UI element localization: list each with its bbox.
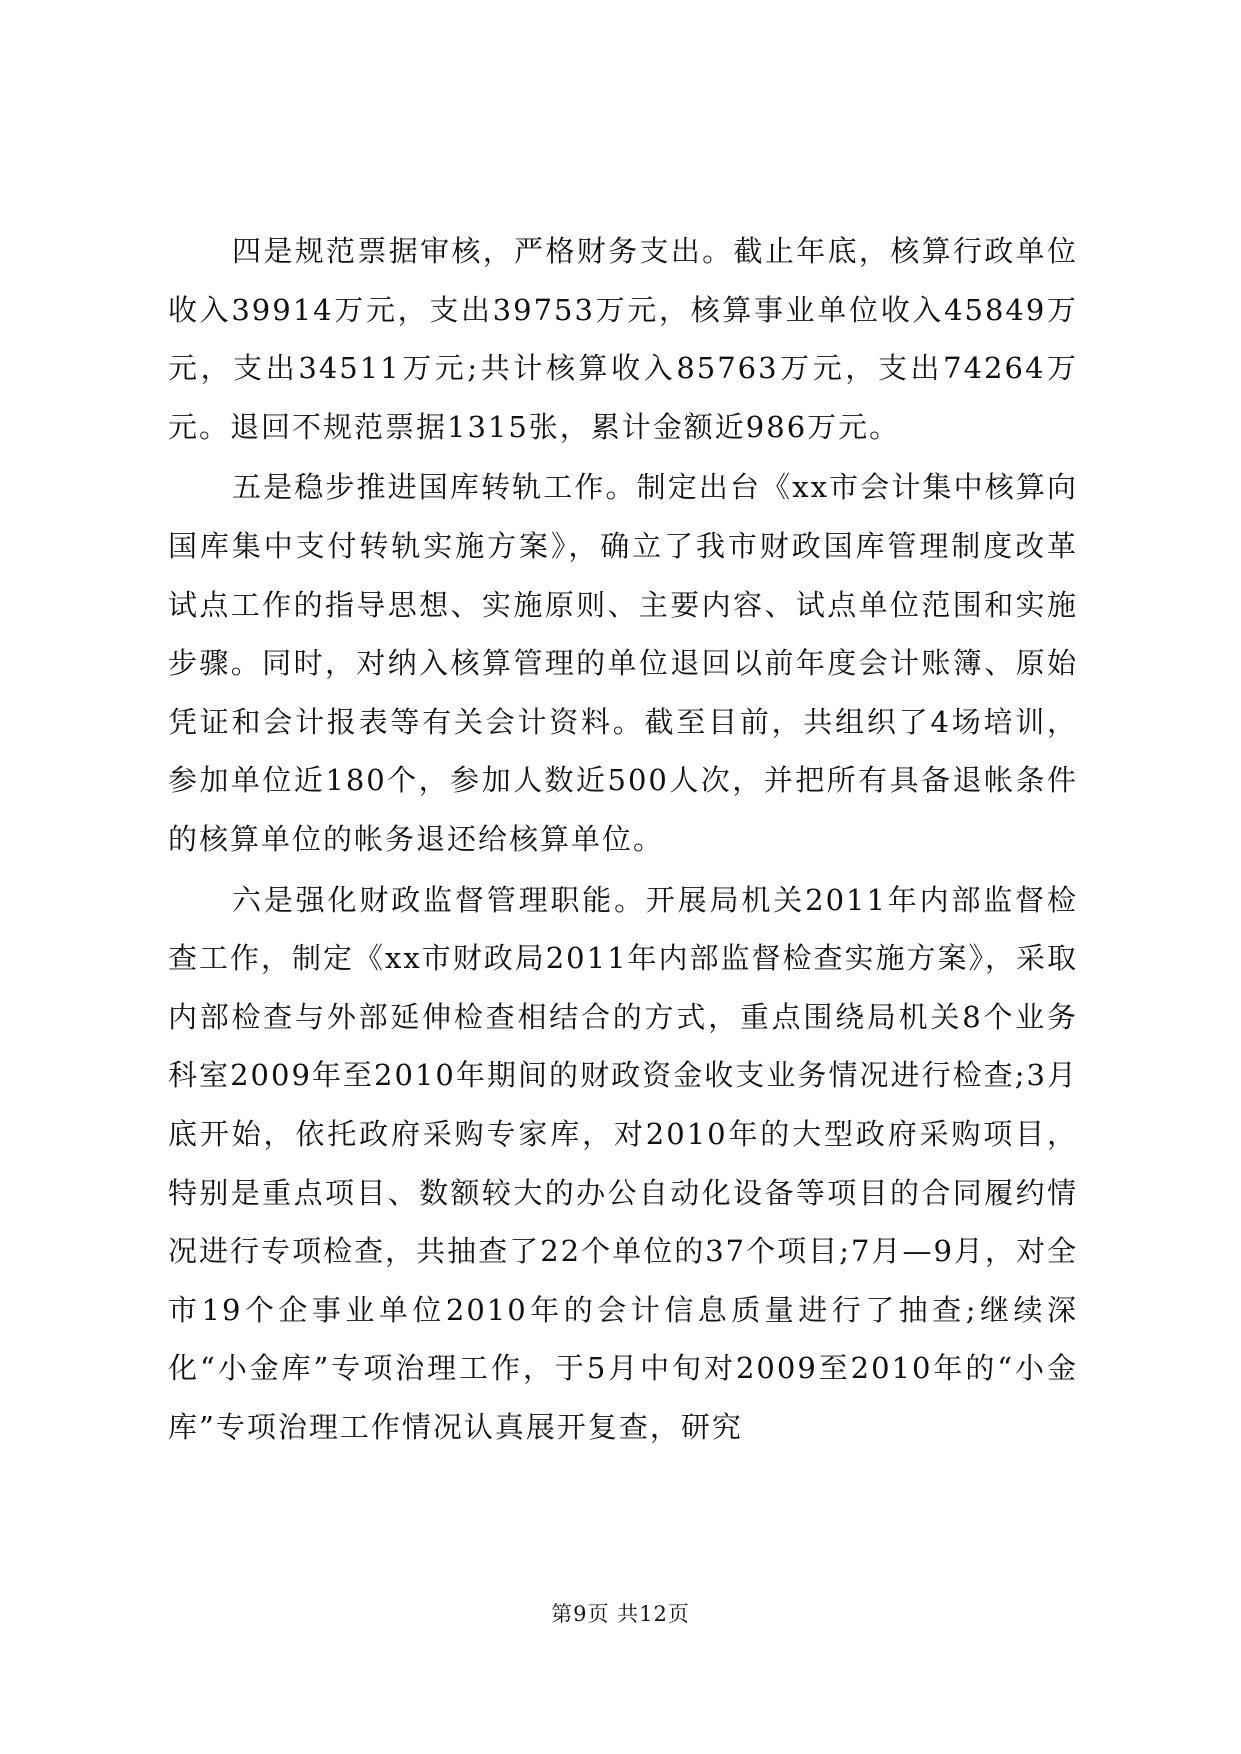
body-text [168, 222, 1078, 1458]
paragraph-6-supervision: 六是强化财政监督管理职能。开展局机关2011年内部监督检查工作，制定《xx市财政局2011年内部监督检查实施方案》，采取内部检查与外部延伸检查相结合的方式，重点围绕局机关8个业务科室2009年至2010年期间的财政资金收支业务情况进行检查;3月底开始，依托政府采购专家库，对2010年的大型政府采购项目，特别是重点项目、数额较大的办公自动化设备等项目的合同履约情况进行专项检查，共抽查了22个单位的37个项目;7月—9月，对全市19个企事业单位2010年的会计信息质量进行了抽查;继续深化“小金库”专项治理工作，于5月中旬对2009至2010年的“小金库”专项治理工作情况认真展开复查，研究 [168, 882, 1079, 1444]
page-footer: 第9页 共12页 [551, 1602, 690, 1626]
paragraph-5-treasury: 五是稳步推进国库转轨工作。制定出台《xx市会计集中核算向国库集中支付转轨实施方案》，确立了我市财政国库管理制度改革试点工作的指导思想、实施原则、主要内容、试点单位范围和实施步骤。同时，对纳入核算管理的单位退回以前年度会计账簿、原始凭证和会计报表等有关会计资料。截至目前，共组织了4场培训，参加单位近180个，参加人数近500人次，并把所有具备退帐条件的核算单位的帐务退还给核算单位。 [168, 470, 1078, 856]
paragraph-4-audit: 四是规范票据审核，严格财务支出。截止年底，核算行政单位收入39914万元，支出39753万元，核算事业单位收入45849万元，支出34511万元;共计核算收入85763万元，支出74264万元。退回不规范票据1315张，累计金额近986万元。 [168, 234, 1078, 444]
